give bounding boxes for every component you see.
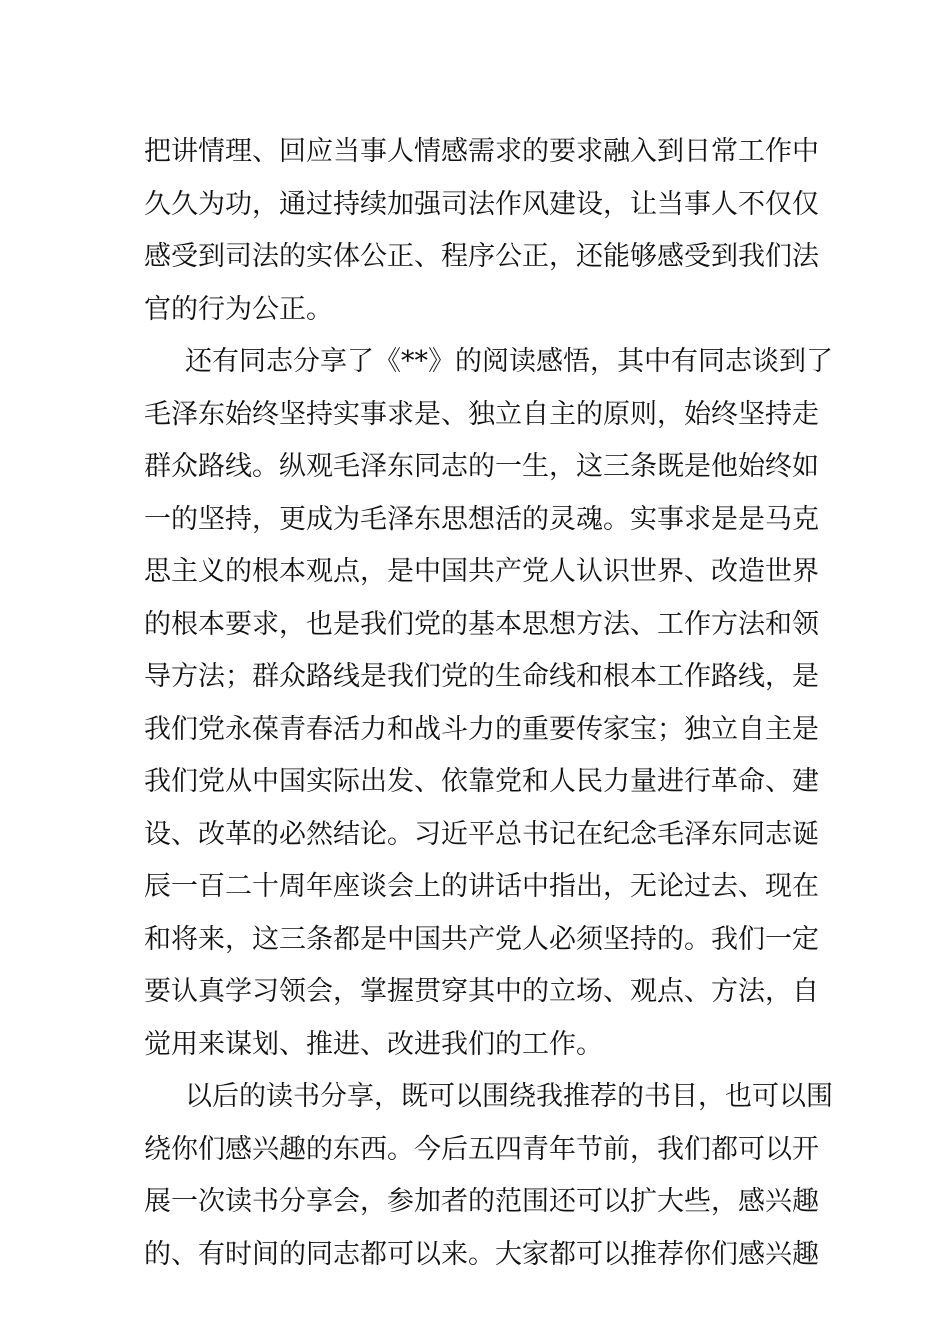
- text-line: 还有同志分享了《**》的阅读感悟，其中有同志谈到了: [185, 346, 833, 377]
- text-line: 设、改革的必然结论。习近平总书记在纪念毛泽东同志诞: [144, 818, 819, 850]
- text-line: 要认真学习领会，掌握贯穿其中的立场、观点、方法，自: [144, 976, 819, 1007]
- text-line: 我们党从中国实际出发、依靠党和人民力量进行革命、建: [144, 766, 819, 797]
- paragraph: [144, 1071, 833, 1281]
- text-line: 辰一百二十周年座谈会上的讲话中指出，无论过去、现在: [144, 871, 819, 902]
- text-line: 以后的读书分享，既可以围绕我推荐的书目，也可以围: [185, 1081, 833, 1112]
- text-line: 官的行为公正。: [144, 293, 333, 325]
- paragraph: [144, 126, 819, 336]
- text-line: 感受到司法的实体公正、程序公正，还能够感受到我们法: [144, 241, 819, 272]
- text-line: 的、有时间的同志都可以来。大家都可以推荐你们感兴趣: [144, 1238, 819, 1270]
- text-line: 我们党永葆青春活力和战斗力的重要传家宝；独立自主是: [144, 713, 819, 745]
- text-line: 思主义的根本观点，是中国共产党人认识世界、改造世界: [144, 556, 819, 587]
- text-line: 绕你们感兴趣的东西。今后五四青年节前，我们都可以开: [144, 1133, 819, 1165]
- paragraph: [144, 336, 833, 1071]
- document-body: [144, 126, 833, 1281]
- text-line: 毛泽东始终坚持实事求是、独立自主的原则，始终坚持走: [144, 398, 819, 430]
- text-line: 觉用来谋划、推进、改进我们的工作。: [144, 1028, 603, 1060]
- text-line: 把讲情理、回应当事人情感需求的要求融入到日常工作中: [144, 136, 819, 167]
- text-line: 群众路线。纵观毛泽东同志的一生，这三条既是他始终如: [144, 451, 819, 482]
- text-line: 久久为功，通过持续加强司法作风建设，让当事人不仅仅: [144, 188, 819, 220]
- text-line: 导方法；群众路线是我们党的生命线和根本工作路线，是: [144, 661, 819, 692]
- text-line: 一的坚持，更成为毛泽东思想活的灵魂。实事求是是马克: [144, 503, 819, 535]
- text-line: 展一次读书分享会，参加者的范围还可以扩大些，感兴趣: [144, 1186, 819, 1217]
- text-line: 和将来，这三条都是中国共产党人必须坚持的。我们一定: [144, 923, 819, 955]
- text-line: 的根本要求，也是我们党的基本思想方法、工作方法和领: [144, 608, 819, 640]
